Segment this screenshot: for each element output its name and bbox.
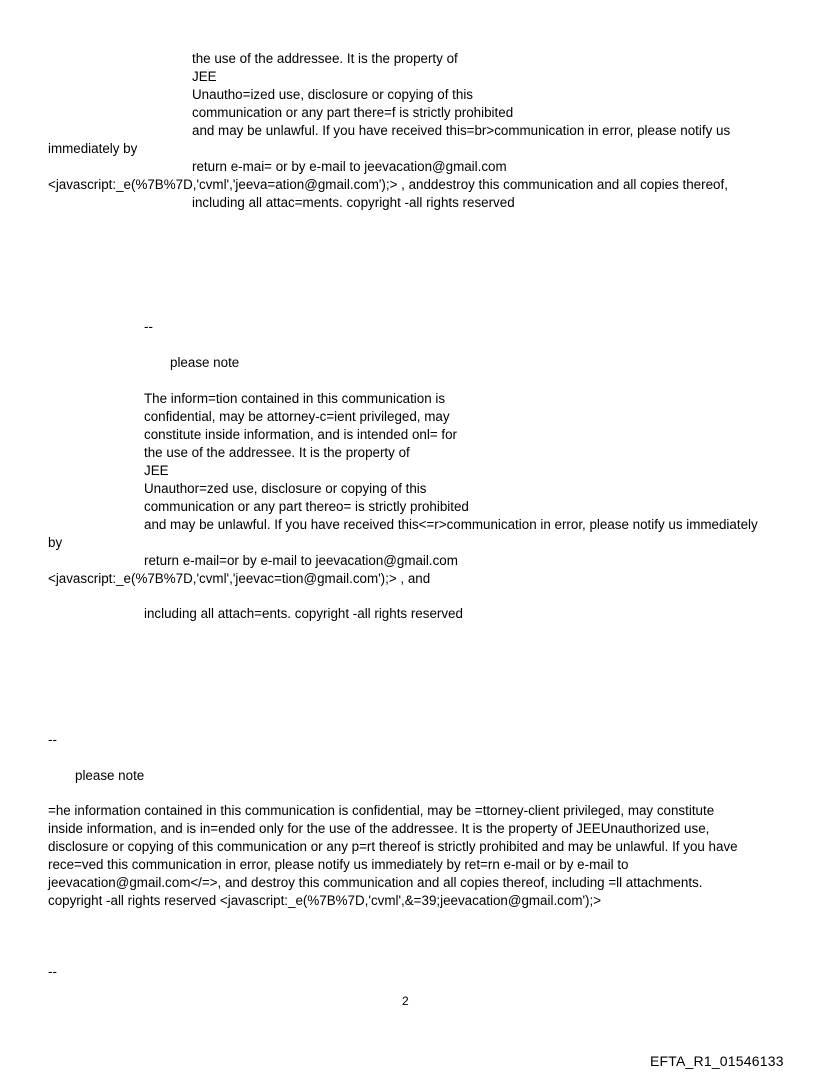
page-number: 2 bbox=[402, 994, 409, 1008]
separator-1: -- bbox=[144, 319, 153, 334]
block2-line-8: and may be unlawful. If you have received this<=r>communication in error, please notify us immediately bbox=[144, 517, 758, 532]
block1-line-1: the use of the addressee. It is the property of bbox=[192, 51, 458, 66]
block2-heading: please note bbox=[170, 355, 240, 370]
block2-line-9: by bbox=[48, 535, 63, 550]
block3-line-1: =he information contained in this communication is confidential, may be =ttorney-client privileged, may constitute bbox=[48, 803, 715, 818]
block1-line-3: Unautho=ized use, disclosure or copying of this bbox=[192, 87, 473, 102]
block3-line-6: copyright -all rights reserved <javascript:_e(%7B%7D,'cvml',&=39;jeevacation@gmail.com');> bbox=[48, 893, 602, 908]
block2-line-7: communication or any part thereo= is strictly prohibited bbox=[144, 499, 469, 514]
block1-line-8: <javascript:_e(%7B%7D,'cvml','jeeva=ation@gmail.com');> , anddestroy this communication and all copies thereof, bbox=[48, 177, 728, 192]
document-id: EFTA_R1_01546133 bbox=[650, 1053, 784, 1069]
separator-3: -- bbox=[48, 964, 57, 979]
block2-line-11: <javascript:_e(%7B%7D,'cvml','jeevac=tion@gmail.com');> , and bbox=[48, 571, 431, 586]
block2-line-2: confidential, may be attorney-c=ient privileged, may bbox=[144, 409, 450, 424]
block3-line-3: disclosure or copying of this communication or any p=rt thereof is strictly prohibited and may be unlawful. If you have bbox=[48, 839, 738, 854]
block2-line-1: The inform=tion contained in this communication is bbox=[144, 391, 446, 406]
block1-line-2: JEE bbox=[192, 69, 217, 84]
block1-line-9: including all attac=ments. copyright -all rights reserved bbox=[192, 195, 515, 210]
block3-line-5: jeevacation@gmail.com</=>, and destroy this communication and all copies thereof, including =ll attachments. bbox=[48, 875, 703, 890]
block2-line-5: JEE bbox=[144, 463, 169, 478]
block1-line-7: return e-mai= or by e-mail to jeevacation@gmail.com bbox=[192, 159, 507, 174]
block1-line-4: communication or any part there=f is strictly prohibited bbox=[192, 105, 514, 120]
block3-heading: please note bbox=[75, 768, 145, 783]
block2-line-3: constitute inside information, and is intended onl= for bbox=[144, 427, 458, 442]
block2-line-12: including all attach=ents. copyright -all rights reserved bbox=[144, 606, 463, 621]
block2-line-6: Unauthor=zed use, disclosure or copying of this bbox=[144, 481, 427, 496]
block1-line-5: and may be unlawful. If you have received this=br>communication in error, please notify us bbox=[192, 123, 731, 138]
separator-2: -- bbox=[48, 732, 57, 747]
block1-line-6: immediately by bbox=[48, 141, 138, 156]
block2-line-10: return e-mail=or by e-mail to jeevacation@gmail.com bbox=[144, 553, 458, 568]
block2-line-4: the use of the addressee. It is the property of bbox=[144, 445, 410, 460]
block3-line-4: rece=ved this communication in error, please notify us immediately by ret=rn e-mail or by e-mail to bbox=[48, 857, 629, 872]
block3-line-2: inside information, and is in=ended only for the use of the addressee. It is the property of JEEUnauthorized use, bbox=[48, 821, 710, 836]
